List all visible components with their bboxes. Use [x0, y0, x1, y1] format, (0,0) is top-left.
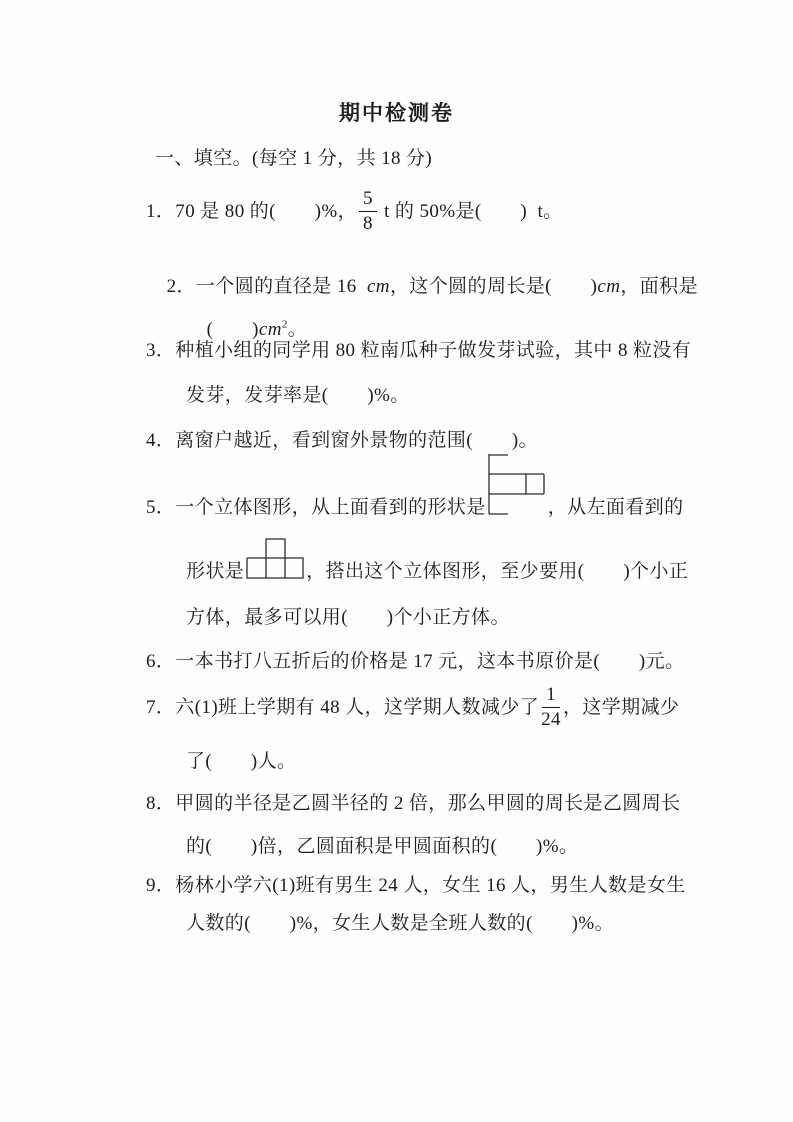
question-5-text-a: 5．一个立体图形，从上面看到的形状是 — [146, 497, 486, 518]
question-4: 4．离窗户越近，看到窗外景物的范围( )。 — [146, 430, 538, 451]
question-5-text-d: ，搭出这个立体图形，至少要用( )个小正 — [306, 561, 689, 582]
section-heading: 一、填空。(每空 1 分，共 18 分) — [155, 148, 433, 169]
fraction-5-8 — [359, 188, 377, 235]
question-1-text-pre: 1．70 是 80 的( )%， — [146, 200, 358, 222]
question-8-line-1: 8．甲圆的半径是乙圆半径的 2 倍，那么甲圆的周长是乙圆周长 — [146, 793, 681, 814]
fraction-1-24 — [541, 684, 561, 731]
page-title: 期中检测卷 — [339, 101, 454, 125]
question-9-line-1: 9．杨林小学六(1)班有男生 24 人，女生 16 人，男生人数是女生 — [146, 875, 686, 896]
question-7-text-post: ，这学期减少 — [562, 696, 680, 718]
question-6: 6．一本书打八五折后的价格是 17 元，这本书原价是( )元。 — [146, 651, 685, 672]
left-view-grid-diagram — [246, 538, 304, 579]
cm-unit: cm — [366, 276, 390, 297]
question-5-line-1 — [146, 454, 684, 520]
question-3-line-2: 发芽，发芽率是( )%。 — [186, 385, 410, 406]
question-2-text-b: ，这个圆的周长是( ) — [389, 276, 598, 297]
question-7-line-2: 了( )人。 — [186, 751, 297, 772]
fraction-denominator: 8 — [363, 212, 373, 234]
squared-exponent: 2 — [281, 318, 288, 331]
question-2-text-a: 2．一个圆的直径是 16 — [166, 276, 367, 297]
question-2-period: 。 — [287, 319, 308, 340]
question-1 — [146, 187, 563, 235]
cm-unit: cm — [258, 319, 282, 340]
question-3-line-1: 3．种植小组的同学用 80 粒南瓜种子做发芽试验，其中 8 粒没有 — [146, 340, 692, 361]
cm-unit: cm — [597, 276, 621, 297]
question-8-line-2: 的( )倍，乙圆面积是甲圆面积的( )%。 — [186, 836, 579, 857]
question-7-text-pre: 7．六(1)班上学期有 48 人，这学期人数减少了 — [146, 696, 540, 718]
question-7-line-1 — [146, 683, 679, 731]
fraction-numerator: 5 — [359, 188, 377, 212]
question-1-text-post: t 的 50%是( ) t。 — [378, 200, 563, 222]
top-view-grid-diagram — [488, 454, 546, 515]
question-2-blank: ( ) — [206, 319, 259, 340]
question-9-line-2: 人数的( )%，女生人数是全班人数的( )%。 — [186, 913, 614, 934]
fraction-denominator: 24 — [541, 708, 561, 730]
question-5-text-b: ，从左面看到的 — [547, 497, 684, 518]
question-5-text-c: 形状是 — [186, 561, 245, 582]
question-2-text-c: ，面积是 — [620, 276, 698, 297]
question-5-line-3: 方体，最多可以用( )个小正方体。 — [186, 607, 510, 628]
question-5-line-2 — [186, 538, 688, 584]
fraction-numerator: 1 — [542, 684, 560, 708]
